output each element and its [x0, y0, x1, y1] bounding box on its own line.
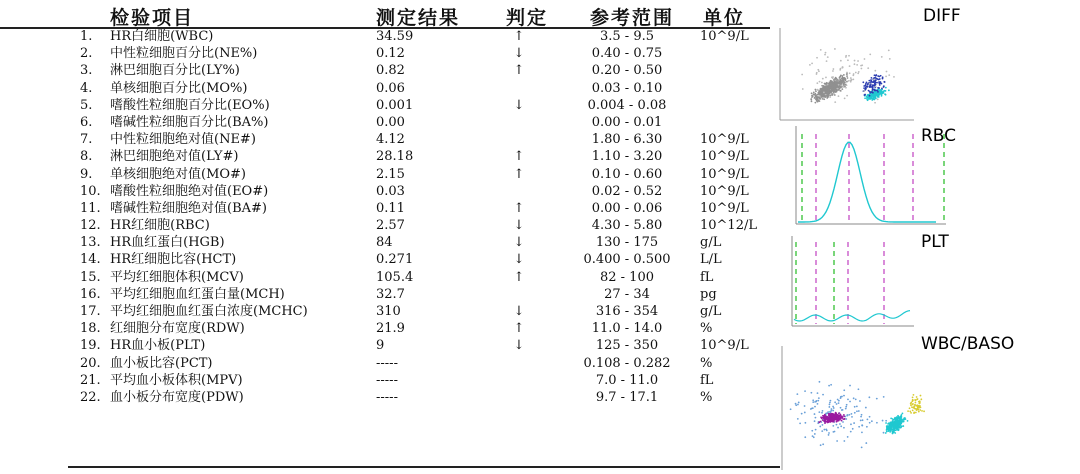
unit: %	[700, 389, 713, 405]
unit: 10^9/L	[700, 29, 749, 44]
result-flag: ↓	[513, 252, 525, 268]
result-flag: ↓	[513, 97, 525, 113]
unit: %	[700, 355, 713, 371]
result-flag: ↓	[513, 235, 525, 251]
table-row	[0, 355, 770, 372]
test-name: 平均红细胞血红蛋白量(MCH)	[110, 286, 285, 302]
test-name: 淋巴细胞百分比(LY%)	[110, 63, 240, 79]
table-bottom-rule	[68, 466, 780, 468]
row-number: 17.	[80, 304, 101, 319]
row-number: 11.	[80, 200, 101, 216]
test-name: 红细胞分布宽度(RDW)	[110, 321, 245, 337]
diff-label: DIFF	[923, 6, 961, 26]
table-row	[0, 372, 770, 389]
header-range: 参考范围	[590, 7, 675, 29]
test-result: -----	[376, 389, 398, 405]
unit: g/L	[700, 235, 722, 251]
header-flag: 判定	[506, 7, 549, 29]
row-number: 4.	[80, 80, 93, 96]
unit: 10^12/L	[700, 218, 757, 234]
diff-scatter	[776, 26, 916, 122]
wbc-yellow-dots	[907, 394, 925, 414]
unit: 10^9/L	[700, 132, 749, 148]
test-name: 血小板比容(PCT)	[110, 355, 213, 371]
row-number: 21.	[80, 372, 101, 388]
test-result: 0.12	[376, 46, 405, 62]
wbc-cyan-cluster	[885, 412, 909, 434]
table-row	[0, 303, 770, 320]
reference-range: 27 - 34	[604, 286, 650, 302]
row-number: 12.	[80, 218, 101, 234]
row-number: 6.	[80, 114, 93, 130]
row-number: 22.	[80, 389, 101, 405]
result-flag: ↓	[513, 338, 525, 354]
reference-range: 0.00 - 0.06	[591, 200, 663, 216]
plt-label: PLT	[921, 232, 949, 252]
test-name: 血小板分布宽度(PDW)	[110, 389, 244, 405]
reference-range: 0.20 - 0.50	[591, 63, 663, 79]
test-name: 嗜酸性粒细胞绝对值(EO#)	[110, 183, 269, 199]
reference-range: 82 - 100	[599, 269, 654, 285]
unit: 10^9/L	[700, 338, 749, 354]
row-number: 9.	[80, 166, 93, 182]
test-result: 2.15	[376, 166, 405, 182]
row-number: 1.	[80, 29, 93, 44]
row-number: 10.	[80, 183, 101, 199]
result-flag: ↑	[513, 269, 525, 285]
test-result: 0.001	[376, 97, 414, 113]
reference-range: 0.004 - 0.08	[587, 97, 667, 113]
reference-range: 0.10 - 0.60	[591, 166, 663, 182]
result-flag: ↓	[513, 304, 525, 319]
unit: 10^9/L	[700, 149, 749, 165]
table-row	[0, 320, 770, 337]
test-result: 4.12	[376, 132, 405, 148]
result-flag: ↑	[513, 200, 525, 216]
reference-range: 316 - 354	[595, 304, 659, 319]
test-name: 单核细胞百分比(MO%)	[110, 80, 248, 96]
unit: 10^9/L	[700, 166, 749, 182]
test-name: 嗜酸性粒细胞百分比(EO%)	[110, 97, 270, 113]
row-number: 8.	[80, 149, 93, 165]
reference-range: 0.40 - 0.75	[591, 46, 663, 62]
row-number: 20.	[80, 355, 101, 371]
table-row	[0, 45, 770, 62]
table-row	[0, 28, 770, 45]
row-number: 15.	[80, 269, 101, 285]
test-name: 平均红细胞体积(MCV)	[110, 269, 244, 285]
test-name: 嗜碱性粒细胞百分比(BA%)	[110, 114, 269, 130]
unit: L/L	[700, 252, 722, 268]
test-result: 0.11	[376, 200, 405, 216]
plt-histogram	[776, 232, 916, 328]
test-name: 中性粒细胞绝对值(NE#)	[110, 132, 256, 148]
reference-range: 0.02 - 0.52	[591, 183, 663, 199]
row-number: 3.	[80, 63, 93, 79]
test-name: HR血红蛋白(HGB)	[110, 235, 225, 251]
test-name: 单核细胞绝对值(MO#)	[110, 166, 247, 182]
unit: 10^9/L	[700, 200, 749, 216]
test-result: 0.271	[376, 252, 414, 268]
result-flag: ↑	[513, 166, 525, 182]
test-result: 0.00	[376, 114, 405, 130]
test-name: 淋巴细胞绝对值(LY#)	[110, 149, 239, 165]
unit: fL	[700, 269, 714, 285]
reference-range: 1.10 - 3.20	[591, 149, 663, 165]
wbc-baso-scatter	[776, 344, 946, 472]
wbc-purple-cluster	[818, 412, 845, 424]
rbc-label: RBC	[921, 126, 957, 146]
test-result: 105.4	[376, 269, 414, 285]
reference-range: 0.00 - 0.01	[591, 114, 663, 130]
reference-range: 4.30 - 5.80	[591, 218, 663, 234]
test-name: HR红细胞比容(HCT)	[110, 252, 237, 268]
reference-range: 11.0 - 14.0	[591, 321, 663, 337]
test-name: 平均血小板体积(MPV)	[110, 372, 243, 388]
table-row	[0, 234, 770, 251]
row-number: 2.	[80, 46, 93, 62]
reference-range: 1.80 - 6.30	[591, 132, 663, 148]
table-row	[0, 80, 770, 97]
test-name: HR红细胞(RBC)	[110, 218, 210, 234]
table-row	[0, 251, 770, 268]
result-flag: ↑	[513, 29, 525, 44]
reference-range: 3.5 - 9.5	[599, 29, 654, 44]
header-result: 测定结果	[376, 7, 461, 29]
test-result: 84	[376, 235, 393, 251]
table-row	[0, 62, 770, 79]
result-flag: ↑	[513, 63, 525, 79]
result-flag: ↓	[513, 46, 525, 62]
reference-range: 125 - 350	[595, 338, 659, 354]
result-flag: ↑	[513, 321, 525, 337]
test-name: HR白细胞(WBC)	[110, 29, 214, 44]
reference-range: 0.108 - 0.282	[583, 355, 671, 371]
unit: g/L	[700, 304, 722, 319]
test-result: 0.82	[376, 63, 405, 79]
test-result: 0.03	[376, 183, 405, 199]
table-row	[0, 286, 770, 303]
unit: pg	[700, 286, 717, 302]
rbc-curve	[798, 142, 936, 222]
row-number: 13.	[80, 235, 101, 251]
table-row	[0, 97, 770, 114]
results-table	[0, 28, 770, 406]
row-number: 5.	[80, 97, 93, 113]
reference-range: 0.400 - 0.500	[583, 252, 671, 268]
test-result: 34.59	[376, 29, 414, 44]
test-name: 中性粒细胞百分比(NE%)	[110, 46, 258, 62]
test-result: 310	[376, 304, 401, 319]
test-result: 21.9	[376, 321, 405, 337]
table-row	[0, 114, 770, 131]
reference-range: 130 - 175	[595, 235, 659, 251]
test-name: 嗜碱性粒细胞绝对值(BA#)	[110, 200, 267, 216]
unit: fL	[700, 372, 714, 388]
diff-gray-cluster	[810, 73, 848, 104]
table-row	[0, 183, 770, 200]
table-header	[0, 3, 770, 29]
table-row	[0, 217, 770, 234]
result-flag: ↑	[513, 149, 525, 165]
header-unit: 单位	[703, 7, 746, 29]
row-number: 16.	[80, 286, 101, 302]
row-number: 18.	[80, 321, 101, 337]
test-result: 32.7	[376, 286, 405, 302]
table-row	[0, 166, 770, 183]
test-name: HR血小板(PLT)	[110, 338, 206, 354]
test-result: -----	[376, 355, 398, 371]
test-result: 0.06	[376, 80, 405, 96]
wbc-baso-label: WBC/BASO	[921, 334, 1015, 354]
row-number: 14.	[80, 252, 101, 268]
test-result: -----	[376, 372, 398, 388]
rbc-histogram	[776, 124, 948, 228]
reference-range: 0.03 - 0.10	[591, 80, 663, 96]
test-name: 平均红细胞血红蛋白浓度(MCHC)	[110, 304, 308, 319]
plt-curve	[794, 311, 910, 321]
table-row	[0, 389, 770, 406]
row-number: 7.	[80, 132, 93, 148]
test-result: 2.57	[376, 218, 405, 234]
table-row	[0, 200, 770, 217]
test-result: 28.18	[376, 149, 414, 165]
unit: 10^9/L	[700, 183, 749, 199]
result-flag: ↓	[513, 218, 525, 234]
table-row	[0, 269, 770, 286]
test-result: 9	[376, 338, 385, 354]
header-item: 检验项目	[110, 7, 195, 29]
reference-range: 9.7 - 17.1	[595, 389, 659, 405]
table-row	[0, 337, 770, 354]
table-row	[0, 148, 770, 165]
unit: %	[700, 321, 713, 337]
table-row	[0, 131, 770, 148]
reference-range: 7.0 - 11.0	[595, 372, 659, 388]
row-number: 19.	[80, 338, 101, 354]
